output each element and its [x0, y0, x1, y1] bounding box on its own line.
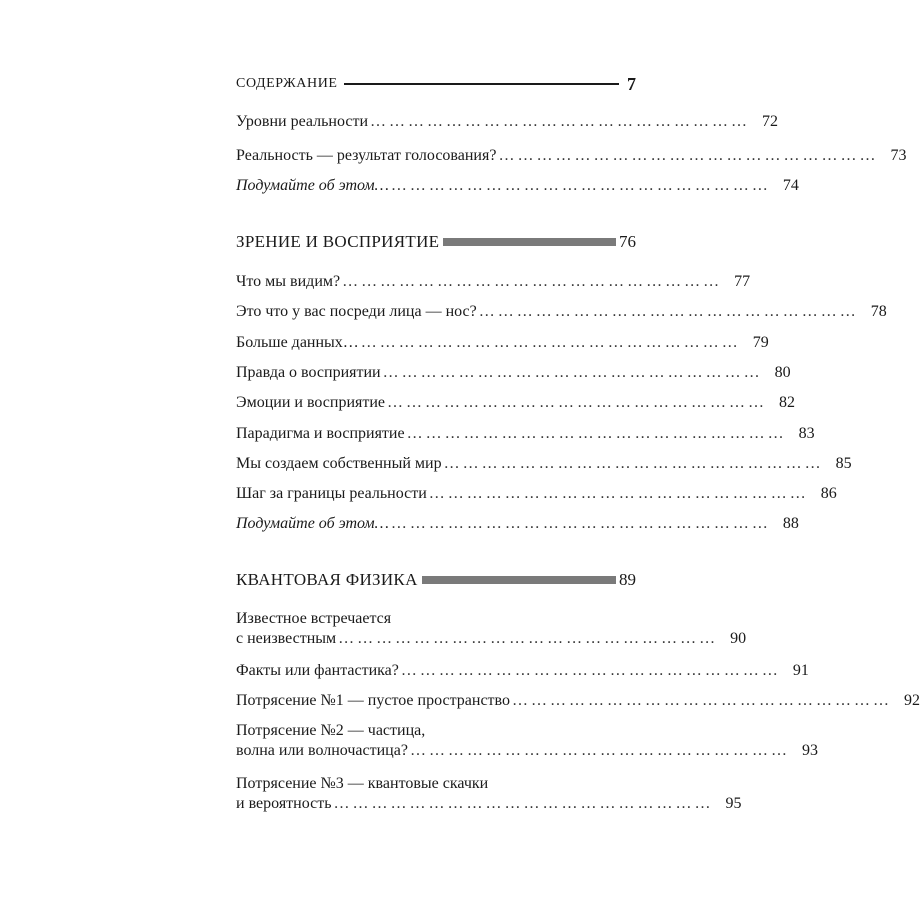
toc-entry[interactable]: [236, 721, 818, 761]
header-title: СОДЕРЖАНИЕ: [236, 76, 338, 91]
toc-entry-title: Правда о восприятии: [236, 364, 381, 381]
toc-entry-page: 88: [782, 515, 799, 532]
toc-entry[interactable]: [236, 484, 837, 504]
section-title: ЗРЕНИЕ И ВОСПРИЯТИЕ: [236, 232, 440, 251]
section-bar: [422, 576, 616, 584]
toc-entry-page: 72: [762, 113, 779, 130]
leader-dots: ……………………………………………………: [478, 303, 859, 320]
toc-entry-title: Больше данных…: [236, 334, 359, 351]
toc-entry-title: и вероятность: [236, 795, 332, 812]
leader-dots: ……………………………………………………: [390, 515, 771, 532]
leader-dots: ……………………………………………………: [382, 364, 763, 381]
section-title: КВАНТОВАЯ ФИЗИКА: [236, 570, 418, 589]
section-page: 76: [619, 232, 636, 251]
toc-entry-page: 79: [752, 334, 769, 351]
toc-entry-page: 85: [835, 455, 852, 472]
toc-entry[interactable]: [236, 454, 852, 474]
leader-dots: ……………………………………………………: [338, 630, 719, 647]
leader-dots: ……………………………………………………: [498, 147, 879, 164]
toc-entry-page: 92: [903, 692, 920, 709]
toc-entry-title: Парадигма и восприятие: [236, 425, 405, 442]
toc-entry-title-line1: Потрясение №3 — квантовые скачки: [236, 775, 489, 792]
toc-entry-title-line1: Известное встречается: [236, 610, 392, 627]
leader-dots: ……………………………………………………: [360, 334, 741, 351]
toc-entry[interactable]: [236, 146, 907, 166]
section-heading[interactable]: [236, 229, 636, 255]
toc-entry[interactable]: [236, 661, 809, 681]
toc-entry-page: 83: [798, 425, 815, 442]
leader-dots: ……………………………………………………: [406, 425, 787, 442]
leader-dots: ……………………………………………………: [428, 485, 809, 502]
toc-entry-page: 80: [774, 364, 791, 381]
toc-entry-title: Уровни реальности: [236, 113, 369, 130]
leader-dots: ……………………………………………………: [333, 795, 714, 812]
toc-entry-title: Подумайте об этом…: [236, 515, 389, 532]
toc-entry-page: 95: [725, 795, 742, 812]
toc-entry[interactable]: [236, 774, 742, 814]
toc-entry[interactable]: [236, 333, 769, 353]
toc-entry-title: Мы создаем собственный мир: [236, 455, 442, 472]
toc-entry-title: волна или волночастица?: [236, 742, 408, 759]
toc-entry-title: Что мы видим?: [236, 273, 341, 290]
toc-entry-title-line1: Потрясение №2 — частица,: [236, 722, 426, 739]
leader-dots: ……………………………………………………: [370, 113, 751, 130]
toc-entry-page: 86: [820, 485, 837, 502]
toc-entry[interactable]: [236, 424, 815, 444]
leader-dots: ……………………………………………………: [511, 692, 892, 709]
leader-dots: ……………………………………………………: [390, 177, 771, 194]
leader-dots: ……………………………………………………: [387, 394, 768, 411]
leader-dots: ……………………………………………………: [443, 455, 824, 472]
toc-entry[interactable]: [236, 363, 791, 383]
header-page-number: 7: [627, 73, 636, 94]
toc-entry-page: 74: [782, 177, 799, 194]
toc-entry-title: Потрясение №1 — пустое пространство: [236, 692, 510, 709]
toc-entry[interactable]: [236, 691, 920, 711]
toc-entry-page: 82: [779, 394, 796, 411]
toc-entry-page: 77: [734, 273, 751, 290]
leader-dots: ……………………………………………………: [400, 662, 781, 679]
toc-entry-title: Факты или фантастика?: [236, 662, 399, 679]
toc-entry-page: 78: [870, 303, 887, 320]
toc-entry-title: с неизвестным: [236, 630, 337, 647]
running-header: [236, 70, 636, 98]
toc-entry-title: Шаг за границы реальности: [236, 485, 427, 502]
toc-entry[interactable]: [236, 609, 747, 649]
toc-entry[interactable]: [236, 272, 751, 292]
toc-entry-title: Реальность — результат голосования?: [236, 147, 497, 164]
leader-dots: ……………………………………………………: [409, 742, 790, 759]
section-heading[interactable]: [236, 567, 636, 593]
toc-entry-title: Это что у вас посреди лица — нос?: [236, 303, 477, 320]
toc-entry-page: 91: [792, 662, 809, 679]
toc-entry[interactable]: [236, 514, 799, 534]
leader-dots: ……………………………………………………: [342, 273, 723, 290]
toc-entry-title: Подумайте об этом…: [236, 177, 389, 194]
toc-entry-page: 93: [801, 742, 818, 759]
toc-entry[interactable]: [236, 393, 796, 413]
toc-entry-page: 90: [730, 630, 747, 647]
toc-entry[interactable]: [236, 302, 887, 322]
section-bar: [443, 238, 616, 246]
toc-entry[interactable]: [236, 112, 779, 132]
toc-entry[interactable]: [236, 176, 799, 196]
toc-entry-title: Эмоции и восприятие: [236, 394, 386, 411]
toc-entry-page: 73: [890, 147, 907, 164]
book-page: [186, 0, 718, 900]
header-rule: [344, 83, 619, 85]
section-page: 89: [619, 570, 636, 589]
